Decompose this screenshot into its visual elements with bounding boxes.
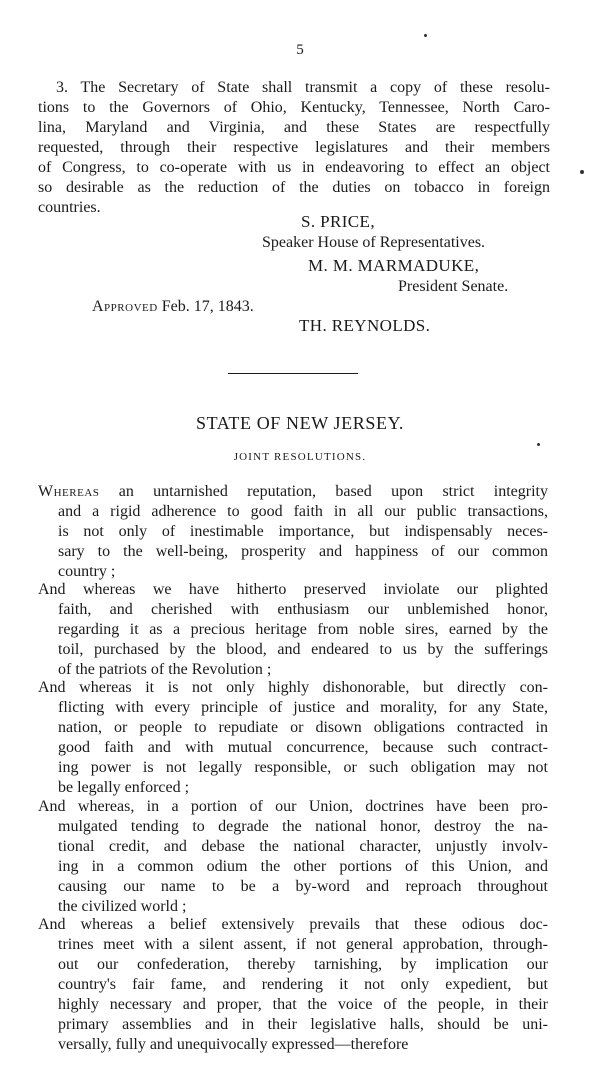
- speaker-name: S. PRICE,: [301, 212, 375, 231]
- text-line: requested, through their respective legislatures and their members: [38, 139, 550, 156]
- section-divider: [228, 373, 358, 374]
- text-line: ing power is not legally responsible, or such obligation may not: [58, 759, 548, 776]
- text-line: trines meet with a silent assent, if not general approbation, through-: [58, 936, 548, 953]
- text-line: ing in a common odium the other portions of this Union, and: [58, 858, 548, 875]
- text-line: lina, Maryland and Virginia, and these States are respectfully: [38, 119, 550, 136]
- section-subtitle: JOINT RESOLUTIONS.: [233, 451, 367, 463]
- text-line: country's fair fame, and rendering it not only expedient, but: [58, 976, 548, 993]
- president-title: President Senate.: [398, 278, 509, 295]
- page-number: 5: [296, 42, 304, 58]
- governor-name: TH. REYNOLDS.: [299, 316, 431, 335]
- approved-label: Approved: [92, 298, 158, 315]
- text-line: and a rigid adherence to good faith in all our public transactions,: [58, 503, 548, 520]
- text-line: of Congress, to co-operate with us in endeavoring to effect an object: [38, 159, 550, 176]
- text-line: nation, or people to repudiate or disown obligations contracted in: [58, 719, 548, 736]
- text-line: And whereas a belief extensively prevails that these odious doc-: [38, 916, 548, 933]
- approved-date: Feb. 17, 1843.: [161, 298, 254, 315]
- text-line: flicting with every principle of justice and morality, for any State,: [58, 699, 548, 716]
- text-line: out our confederation, thereby tarnishing, by implication our: [58, 956, 548, 973]
- text-line: regarding it as a precious heritage from noble sires, earned by the: [58, 621, 548, 638]
- president-name: M. M. MARMADUKE,: [308, 256, 480, 275]
- text-line: And whereas it is not only highly dishonorable, but directly con-: [38, 679, 548, 696]
- text-line: 3. The Secretary of State shall transmit a copy of these resolu-: [56, 79, 550, 96]
- text-line: countries.: [38, 199, 101, 216]
- text-line: primary assemblies and in their legislative halls, should be uni-: [58, 1016, 548, 1033]
- text-line: versally, fully and unequivocally expressed—therefore: [58, 1036, 409, 1053]
- scan-speck: [537, 443, 540, 446]
- text-line: of the patriots of the Revolution ;: [58, 661, 272, 678]
- text-line: good faith and with mutual concurrence, because such contract-: [58, 739, 548, 756]
- text-line: sary to the well-being, prosperity and happiness of our common: [58, 543, 548, 560]
- text-line: Whereas an untarnished reputation, based upon strict integrity: [38, 483, 548, 500]
- section-title: STATE OF NEW JERSEY.: [196, 413, 404, 433]
- text-line: And whereas, in a portion of our Union, doctrines have been pro-: [38, 798, 548, 815]
- approved-line: [92, 298, 254, 316]
- scan-speck: [424, 34, 427, 37]
- text-line: highly necessary and proper, that the voice of the people, in their: [58, 996, 548, 1013]
- text-line: so desirable as the reduction of the duties on tobacco in foreign: [38, 179, 550, 196]
- speaker-title: Speaker House of Representatives.: [262, 234, 486, 251]
- text-line: mulgated tending to degrade the national honor, destroy the na-: [58, 818, 548, 835]
- text-line: the civilized world ;: [58, 898, 187, 915]
- text-line: tions to the Governors of Ohio, Kentucky, Tennessee, North Caro-: [38, 99, 550, 116]
- text-line: toil, purchased by the blood, and endeared to us by the sufferings: [58, 641, 548, 658]
- text-line: tional credit, and debase the national character, unjustly involv-: [58, 838, 548, 855]
- text-line: faith, and cherished with enthusiasm our unblemished honor,: [58, 601, 548, 618]
- text-line: causing our name to be a by-word and reproach throughout: [58, 878, 548, 895]
- text-line: is not only of inestimable importance, but indispensably neces-: [58, 523, 548, 540]
- scan-speck: [580, 170, 584, 174]
- text-line: And whereas we have hitherto preserved inviolate our plighted: [38, 581, 548, 598]
- first-word: Whereas: [38, 483, 100, 500]
- text-line: country ;: [58, 563, 116, 580]
- text-line: be legally enforced ;: [58, 779, 190, 796]
